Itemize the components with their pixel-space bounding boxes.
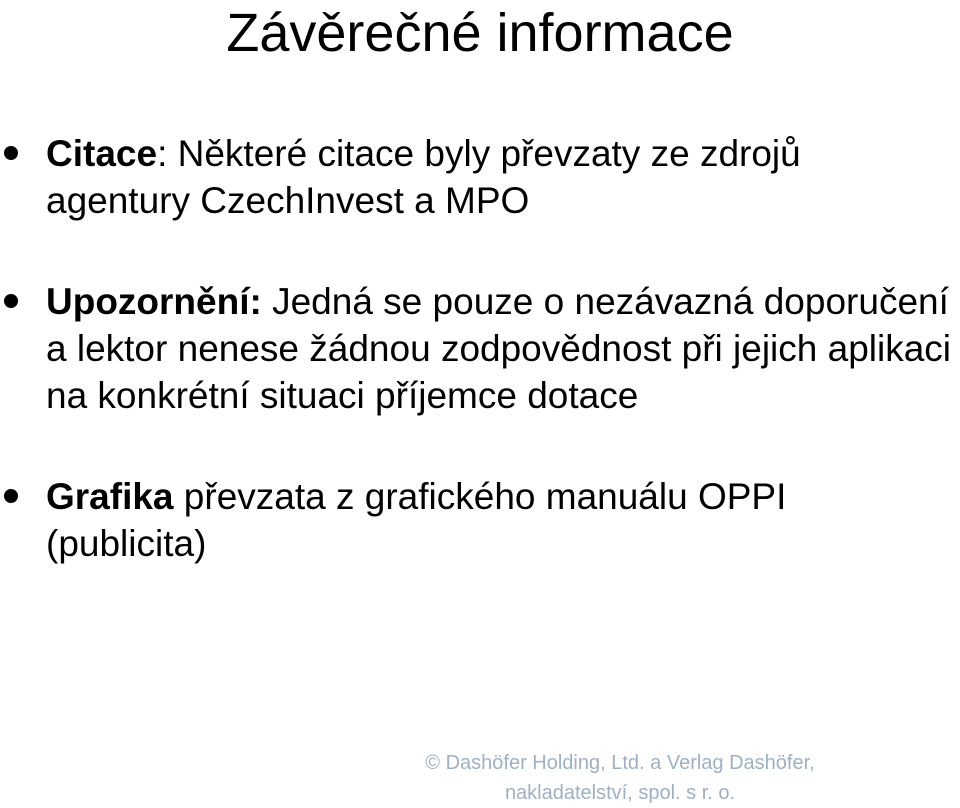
bullet-text: převzata z grafického manuálu OPPI (publicita) (46, 476, 787, 564)
bullet-separator: : (157, 133, 168, 174)
bullet-label: Grafika (46, 476, 174, 517)
bullet-text: Jedná se pouze o nezávazná doporučení a lektor nenese žádnou zodpovědnost při jejich aplikaci na konkrétní situaci příjemce dotace (46, 281, 952, 416)
bullet-citace (0, 130, 960, 224)
bullet-label: Citace (46, 133, 158, 174)
footer-line-2: nakladatelství, spol. s r. o. (504, 782, 736, 804)
slide-title: Závěrečné informace (226, 3, 734, 63)
bullet-dot-icon (4, 294, 18, 308)
footer-line-1: © Dashöfer Holding, Ltd. a Verlag Dashöfer, (425, 752, 815, 774)
bullet-text: Některé citace byly převzaty ze zdrojů agentury CzechInvest a MPO (46, 133, 801, 221)
bullet-label: Upozornění: (46, 281, 262, 322)
footer-copyright (340, 748, 900, 808)
bullet-grafika (0, 473, 960, 567)
bullet-dot-icon (4, 489, 18, 503)
bullet-upozorneni (0, 278, 960, 419)
bullet-dot-icon (4, 146, 18, 160)
bullet-list (0, 130, 960, 567)
